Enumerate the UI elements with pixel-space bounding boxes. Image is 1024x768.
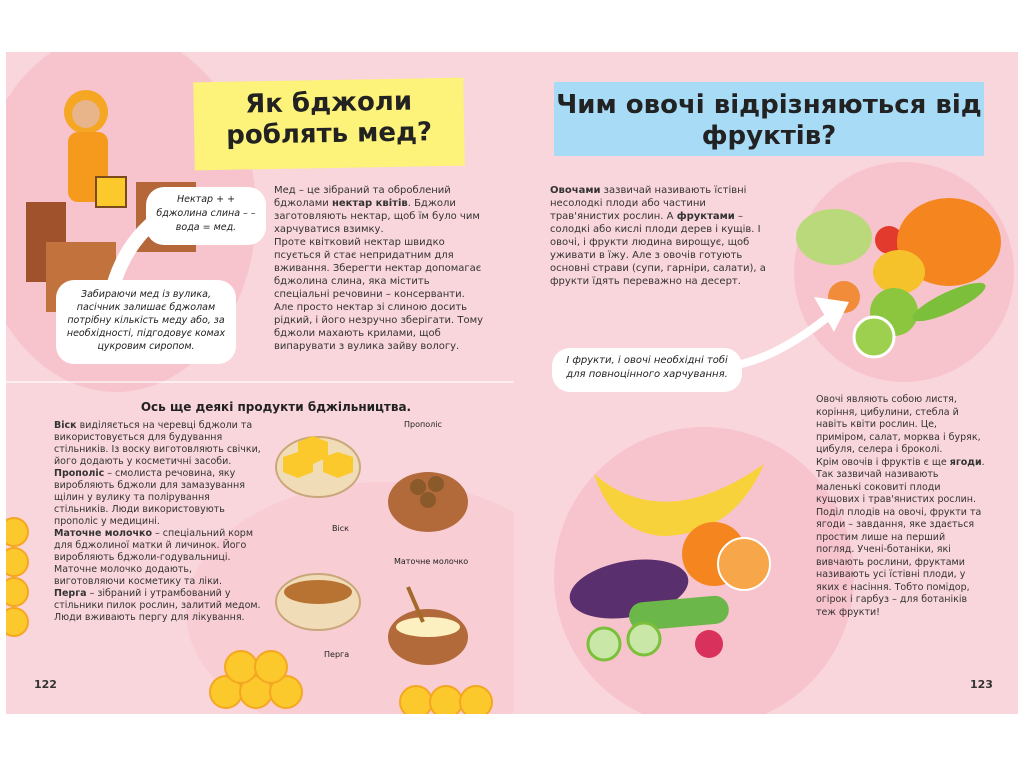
products-list: [54, 420, 264, 624]
page-number-left: 122: [34, 678, 57, 691]
products-title: Ось ще деякі продукти бджільництва.: [140, 400, 412, 414]
product-wax: Віск виділяється на черевці бджоли та використовується для будування стільників. Із воску виготовляють свічки, його додають у косметичні засоби.: [54, 420, 261, 467]
product-propolis: Прополіс – смолиста речовина, яку виробляють бджоли для замазування щілин у вулику та полірування стільників. Люди використовують прополіс у медицині.: [54, 468, 245, 527]
page-title-left: Як бджоли роблять мед?: [193, 78, 464, 171]
label-wax: Віск: [332, 524, 349, 533]
beekeeper-note-bubble: Забираючи мед із вулика, пасічник залишає бджолам потрібну кількість меду або, за необхідності, підгодовує комах цукровим сиропом.: [56, 280, 236, 364]
label-propolis: Прополіс: [404, 420, 442, 429]
right-page: [514, 52, 1018, 714]
left-page: [6, 52, 514, 714]
honeycomb-graphic: [206, 652, 506, 714]
label-perga: Перга: [324, 650, 350, 659]
fruit-vegetable-bottom-illustration: [534, 444, 794, 674]
honeycomb-side-graphic: [6, 512, 46, 652]
vegetables-description: Овочі являють собою листя, коріння, цибулини, стебла й навіть квіти рослин. Це, приміром, салат, морква і буряк, цибуля, селера і броколі. Крім овочів і фруктів є ще ягоди. Так зазвичай називають маленькі соковиті плоди кущових і трав'янистих рослин. Поділ плодів на овочі, фрукти та ягоди – завдання, яке здається простим лише на перший погляд. Учені-ботаніки, які вивчають рослини, фруктами називають усі їстівні плоди, у яких є насіння. Тобто помідор, огірок і гарбуз – для ботаніків теж фрукти!: [816, 394, 985, 618]
product-royal-jelly: Маточне молочко – спеціальний корм для бджолиної матки й личинок. Його виробляють бджоли-годувальниці. Маточне молочко додають, виготовляючи косметику та ліки.: [54, 528, 254, 587]
page-number-right: 123: [970, 678, 993, 691]
label-royal-jelly: Маточне молочко: [394, 557, 469, 566]
nutrition-bubble: І фрукти, і овочі необхідні тобі для повноцінного харчування.: [552, 348, 742, 392]
veg-fruit-intro-text: Овочами зазвичай називають їстівні несолодкі плоди або частини трав'янистих рослин. А фруктами – солодкі або кислі плоди дерев і кущів. І овочі, і фрукти людина вирощує, щоб уживати в їжу. Але з овочів готують основні страви (супи, гарніри, салати), а фрукти їдять переважно на десерт.: [550, 185, 766, 287]
honey-intro-text: Мед – це зібраний та оброблений бджолами нектар квітів. Бджоли заготовляють нектар, щоб їм було чим харчуватися взимку. Проте квітковий нектар швидко псується й стає непридатним для вживання. Зберегти нектар допомагає бджолина слина, яка містить спеціальні речовини – консерванти. Але просто нектар зі слиною досить рідкий, і його незручно зберігати. Тому бджоли махають крилами, щоб випарувати з вулика зайву вологу.: [274, 185, 484, 352]
bee-products-illustrations: [268, 412, 508, 672]
product-perga: Перга – зібраний і утрамбований у стільники пилок рослин, залитий медом. Люди вживають пергу для лікування.: [54, 588, 261, 623]
nectar-formula-bubble: Нектар + + бджолина слина – – вода = мед.: [146, 187, 266, 245]
page-title-right: Чим овочі відрізняються від фруктів?: [554, 82, 984, 156]
